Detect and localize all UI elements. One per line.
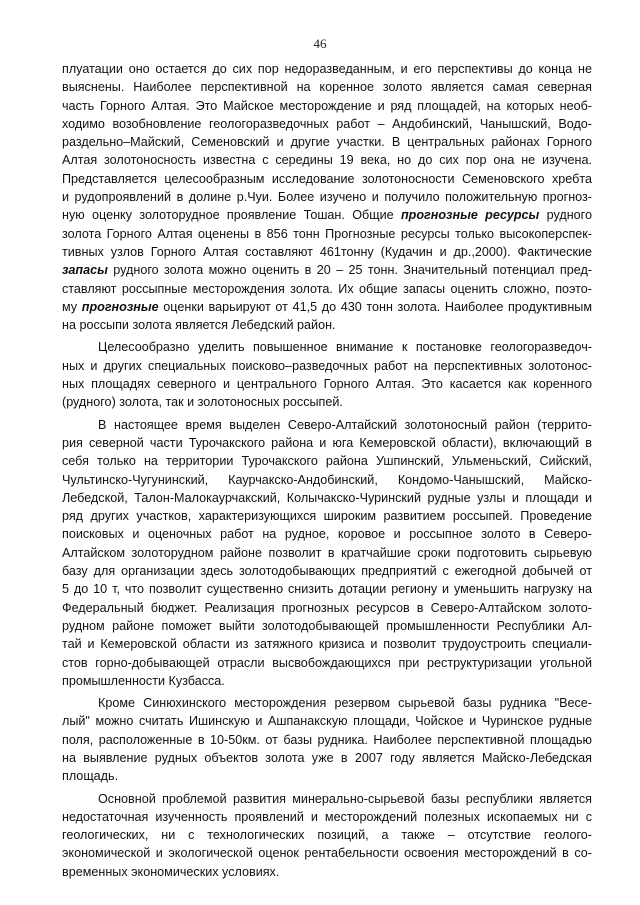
- text-line: 5 до 10 т, что позволит существенно снизить дотации региону и уменьшить нагрузку на: [62, 582, 592, 597]
- body-text: [62, 60, 592, 881]
- text-line: поля, расположенные в 10-50км. от базы рудника. Наиболее перспективной площадью: [62, 732, 592, 747]
- paragraph-2: [62, 338, 592, 411]
- text-line: [62, 261, 592, 279]
- text-line: Чультинско-Чугунинский, Каурчакско-Андобинский, Кондомо-Чанышский, Майско-: [62, 472, 592, 487]
- text-span: му: [62, 299, 82, 314]
- text-line: (рудного) золота, так и золотоносных россыпей.: [62, 395, 343, 410]
- text-line: [62, 298, 592, 316]
- text-line: стов горно-добывающей отрасли высвобождающихся при реструктуризации угольной: [62, 655, 592, 670]
- text-line: Федеральный бюджет. Реализация прогнозных ресурсов в Северо-Алтайском золото-: [62, 600, 592, 615]
- text-line: рия северной части Турочакского района и юга Кемеровской области), включающий в: [62, 435, 592, 450]
- text-line: [62, 206, 592, 224]
- text-line: Лебедской, Талон-Малокаурчакский, Колычакско-Чуринский рудные узлы и площади и: [62, 490, 592, 505]
- text-line: и рудопроявлений в долине р.Чуи. Более изучено и получило положительную прогноз-: [62, 190, 592, 205]
- text-line: Алтайском золоторудном районе позволит в кратчайшие сроки подготовить сырьевую: [62, 545, 592, 560]
- emphasis-forecast-resources: прогнозные ресурсы: [400, 208, 540, 223]
- text-line: геологических, ни с технологических позиций, а также – отсутствие геолого-: [62, 828, 592, 843]
- text-span: рудного золота можно оценить в 20 – 25 тонн. Значительный потенциал пред-: [107, 263, 592, 278]
- text-line: Целесообразно уделить повышенное внимание к постановке геологоразведоч-: [98, 340, 592, 355]
- text-line: плуатации оно остается до сих пор недоразведанным, и его перспективы до конца не: [62, 62, 592, 76]
- text-line: Кроме Синюхинского месторождения резервом сырьевой базы рудника "Весе-: [98, 696, 592, 711]
- text-line: золота Горного Алтая оценены в 856 тонн Прогнозные ресурсы только высокоперспек-: [62, 226, 592, 241]
- paragraph-4: [62, 694, 592, 785]
- text-line: на россыпи золота является Лебедский район.: [62, 318, 336, 333]
- page-number: 46: [313, 36, 327, 51]
- emphasis-reserves: запасы: [62, 263, 108, 278]
- paragraph-1: [62, 60, 592, 334]
- text-line: площадь.: [62, 769, 119, 784]
- text-line: выяснены. Наиболее перспективной на коренное золото является самая северная: [62, 80, 592, 95]
- text-line: ходимо возобновление геологоразведочных работ – Андобинский, Чанышский, Водо-: [62, 116, 592, 131]
- text-line: тай и Кемеровской области из затяжного кризиса и позволит трудоустроить специали-: [62, 637, 592, 652]
- text-line: тивных узлов Горного Алтая составляют 461тонну (Кудачин и др.,2000). Фактические: [62, 244, 592, 259]
- text-line: лый" можно считать Ишинскую и Ашпанакскую площади, Чойское и Чуринское рудные: [62, 714, 592, 729]
- paragraph-5: [62, 790, 592, 881]
- text-line: недостаточная изученность проявлений и месторождений полезных ископаемых ни с: [62, 809, 592, 824]
- text-span: рудного: [539, 208, 592, 223]
- text-line: экономической и экологической оценок рентабельности освоения месторождений в со-: [62, 846, 592, 861]
- text-span: ную оценку золоторудное проявление Тошан. Общие: [62, 208, 401, 223]
- emphasis-forecast: прогнозные: [81, 299, 159, 314]
- text-line: ряд других участков, характеризующихся широким развитием россыпей. Проведение: [62, 509, 592, 524]
- text-line: ных и других специальных поисково–разведочных работ на перспективных золотонос-: [62, 358, 592, 373]
- text-line: временных экономических условиях.: [62, 864, 280, 879]
- text-line: часть Горного Алтая. Это Майское месторождение и ряд площадей, на которых необ-: [62, 98, 592, 113]
- text-line: раздельно–Майский, Семеновский и другие участки. В центральных районах Горного: [62, 135, 592, 150]
- text-line: поисковых и оценочных работ на рудное, коровое и россыпное золото в Северо-: [62, 527, 592, 542]
- text-line: ных площадях северного и центрального Горного Алтая. Это касается как коренного: [62, 377, 592, 392]
- text-line: Алтая золотоносность известна с середины 19 века, но до сих пор она не изучена.: [62, 153, 592, 168]
- text-line: себя только на территории Турочакского района Ушпинский, Ульменьский, Сийский,: [62, 454, 592, 469]
- text-span: оценки варьируют от 41,5 до 430 тонн золота. Наиболее продуктивным: [158, 299, 592, 314]
- paragraph-3: [62, 416, 592, 690]
- text-line: рудном районе поможет выйти золотодобывающей промышленности Республики Ал-: [62, 618, 592, 633]
- text-line: Основной проблемой развития минерально-сырьевой базы республики является: [98, 791, 592, 806]
- text-line: ставляют россыпные месторождения золота. Их общие запасы оценить сложно, поэто-: [62, 281, 592, 296]
- text-line: Представляется целесообразным исследование золотоносности Семеновского хребта: [62, 171, 592, 186]
- text-line: базу для организации здесь золотодобывающих предприятий с ежегодной добычей от: [62, 564, 592, 579]
- text-line: В настоящее время выделен Северо-Алтайский золотоносный район (террито-: [98, 417, 592, 432]
- text-line: на выявление рудных объектов золота уже в 2007 году является Майско-Лебедская: [62, 750, 592, 765]
- text-line: промышленности Кузбасса.: [62, 673, 225, 688]
